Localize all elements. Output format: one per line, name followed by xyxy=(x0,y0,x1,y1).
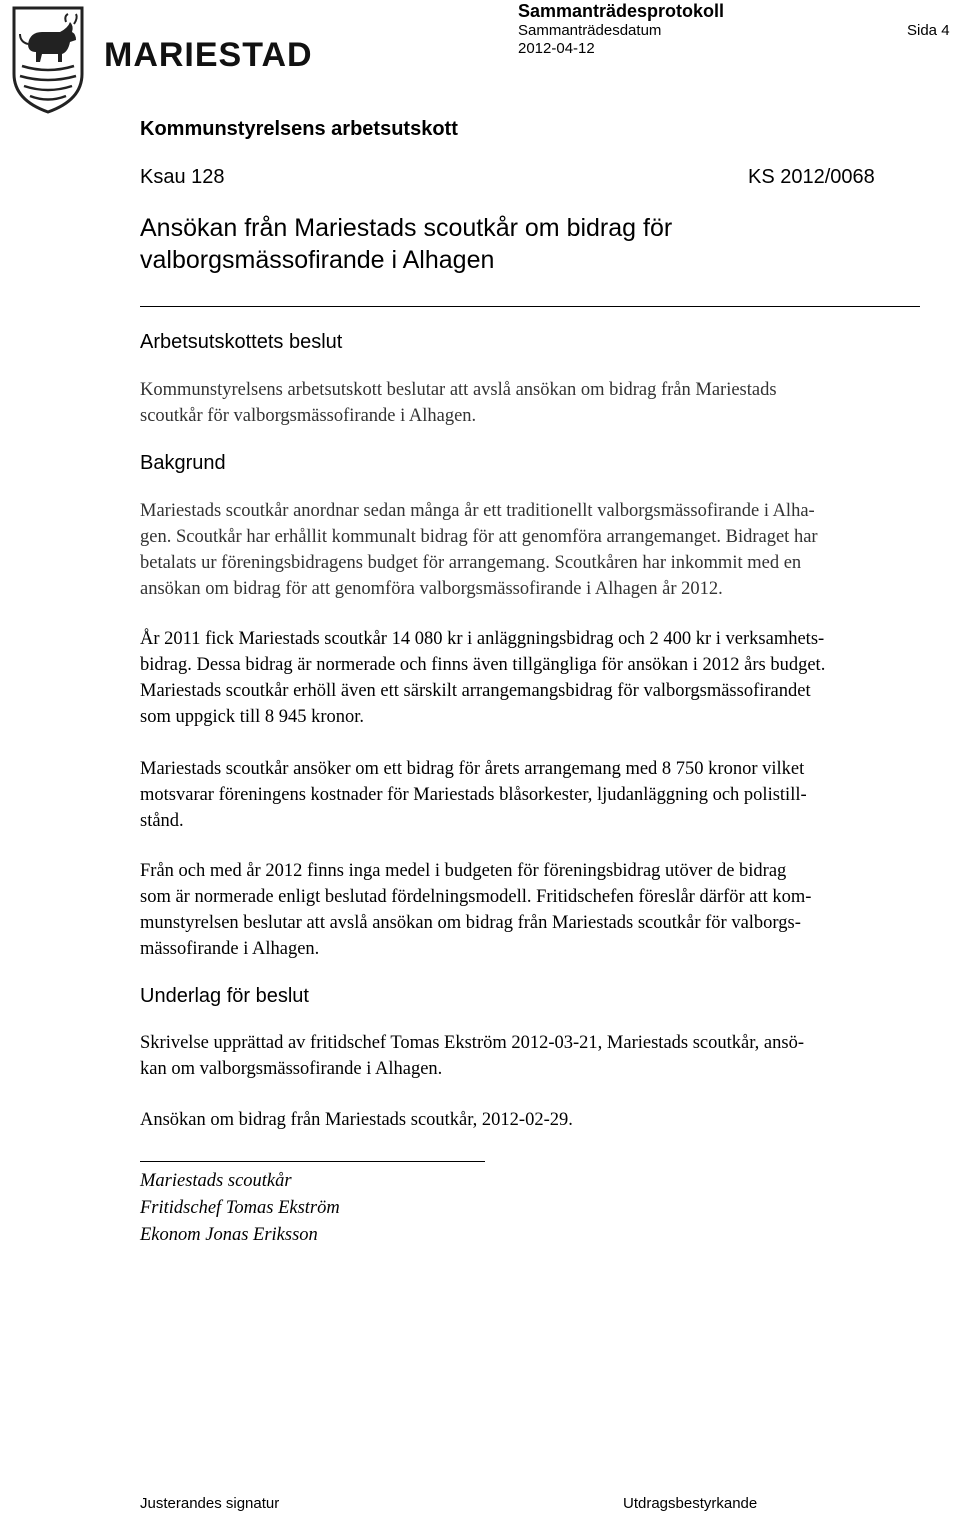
text-line: som är normerade enligt beslutad fördelningsmodell. Fritidschefen föreslår därför att kom- xyxy=(140,887,812,907)
coat-of-arms-icon xyxy=(8,4,88,116)
text-line: Mariestads scoutkår erhöll även ett särskilt arrangemangsbidrag för valborgsmässofirandet xyxy=(140,681,811,701)
distribution-item: Ekonom Jonas Eriksson xyxy=(140,1225,318,1245)
text-line: Från och med år 2012 finns inga medel i budgeten för föreningsbidrag utöver de bidrag xyxy=(140,861,787,881)
distribution-item: Fritidschef Tomas Ekström xyxy=(140,1198,340,1218)
document-title xyxy=(140,212,920,276)
page-number: Sida 4 xyxy=(907,22,950,39)
footer-certification-label: Utdragsbestyrkande xyxy=(623,1495,758,1512)
text-line: stånd. xyxy=(140,811,184,831)
meeting-date: 2012-04-12 xyxy=(518,40,595,57)
text-line: mässofirande i Alhagen. xyxy=(140,939,320,959)
distribution-divider xyxy=(140,1161,485,1162)
text-line: ansökan om bidrag för att genomföra valborgsmässofirande i Alhagen år 2012. xyxy=(140,579,723,599)
text-line: scoutkår för valborgsmässofirande i Alhagen. xyxy=(140,406,477,426)
basis-paragraph-2 xyxy=(140,1107,940,1133)
organization-name: Kommunstyrelsens arbetsutskott xyxy=(140,118,458,140)
text-line: Mariestads scoutkår ansöker om ett bidrag för årets arrangemang med 8 750 kronor vilket xyxy=(140,759,805,779)
background-paragraph-1 xyxy=(140,498,940,602)
title-divider xyxy=(140,306,920,307)
text-line: År 2011 fick Mariestads scoutkår 14 080 kr i anläggningsbidrag och 2 400 kr i verksamhets- xyxy=(140,629,825,649)
text-line: betalats ur föreningsbidragens budget för arrangemang. Scoutkåren har inkommit med en xyxy=(140,553,802,573)
footer-signature-label: Justerandes signatur xyxy=(140,1495,280,1512)
text-line: Ansökan om bidrag från Mariestads scoutkår, 2012-02-29. xyxy=(140,1110,573,1130)
text-line: Mariestads scoutkår anordnar sedan många år ett traditionellt valborgsmässofirande i Alha- xyxy=(140,501,815,521)
case-number: KS 2012/0068 xyxy=(748,166,875,188)
text-line: bidrag. Dessa bidrag är normerade och finns även tillgängliga för ansökan i 2012 års budget. xyxy=(140,655,826,675)
basis-paragraph-1 xyxy=(140,1030,940,1082)
date-label: Sammanträdesdatum xyxy=(518,22,662,39)
background-paragraph-3 xyxy=(140,756,940,834)
text-line: som uppgick till 8 945 kronor. xyxy=(140,707,365,727)
municipality-logo xyxy=(8,4,313,116)
protocol-title: Sammanträdesprotokoll xyxy=(518,1,725,21)
title-line: valborgsmässofirande i Alhagen xyxy=(140,246,495,274)
section-heading-background: Bakgrund xyxy=(140,452,226,474)
background-paragraph-4 xyxy=(140,858,940,962)
text-line: gen. Scoutkår har erhållit kommunalt bidrag för att genomföra arrangemanget. Bidraget har xyxy=(140,527,818,547)
distribution-list xyxy=(140,1168,340,1249)
logo-wordmark: MARIESTAD xyxy=(104,36,313,74)
distribution-item: Mariestads scoutkår xyxy=(140,1171,292,1191)
text-line: Kommunstyrelsens arbetsutskott beslutar att avslå ansökan om bidrag från Mariestads xyxy=(140,380,777,400)
title-line: Ansökan från Mariestads scoutkår om bidrag för xyxy=(140,214,673,242)
paragraph-reference: Ksau 128 xyxy=(140,166,225,188)
section-heading-basis: Underlag för beslut xyxy=(140,985,309,1007)
text-line: Skrivelse upprättad av fritidschef Tomas Ekström 2012-03-21, Mariestads scoutkår, ansö- xyxy=(140,1033,804,1053)
decision-text xyxy=(140,377,940,429)
text-line: motsvarar föreningens kostnader för Mariestads blåsorkester, ljudanläggning och polistill- xyxy=(140,785,807,805)
text-line: munstyrelsen beslutar att avslå ansökan om bidrag från Mariestads scoutkår för valborgs- xyxy=(140,913,801,933)
text-line: kan om valborgsmässofirande i Alhagen. xyxy=(140,1059,443,1079)
section-heading-decision: Arbetsutskottets beslut xyxy=(140,331,343,353)
background-paragraph-2 xyxy=(140,626,940,730)
